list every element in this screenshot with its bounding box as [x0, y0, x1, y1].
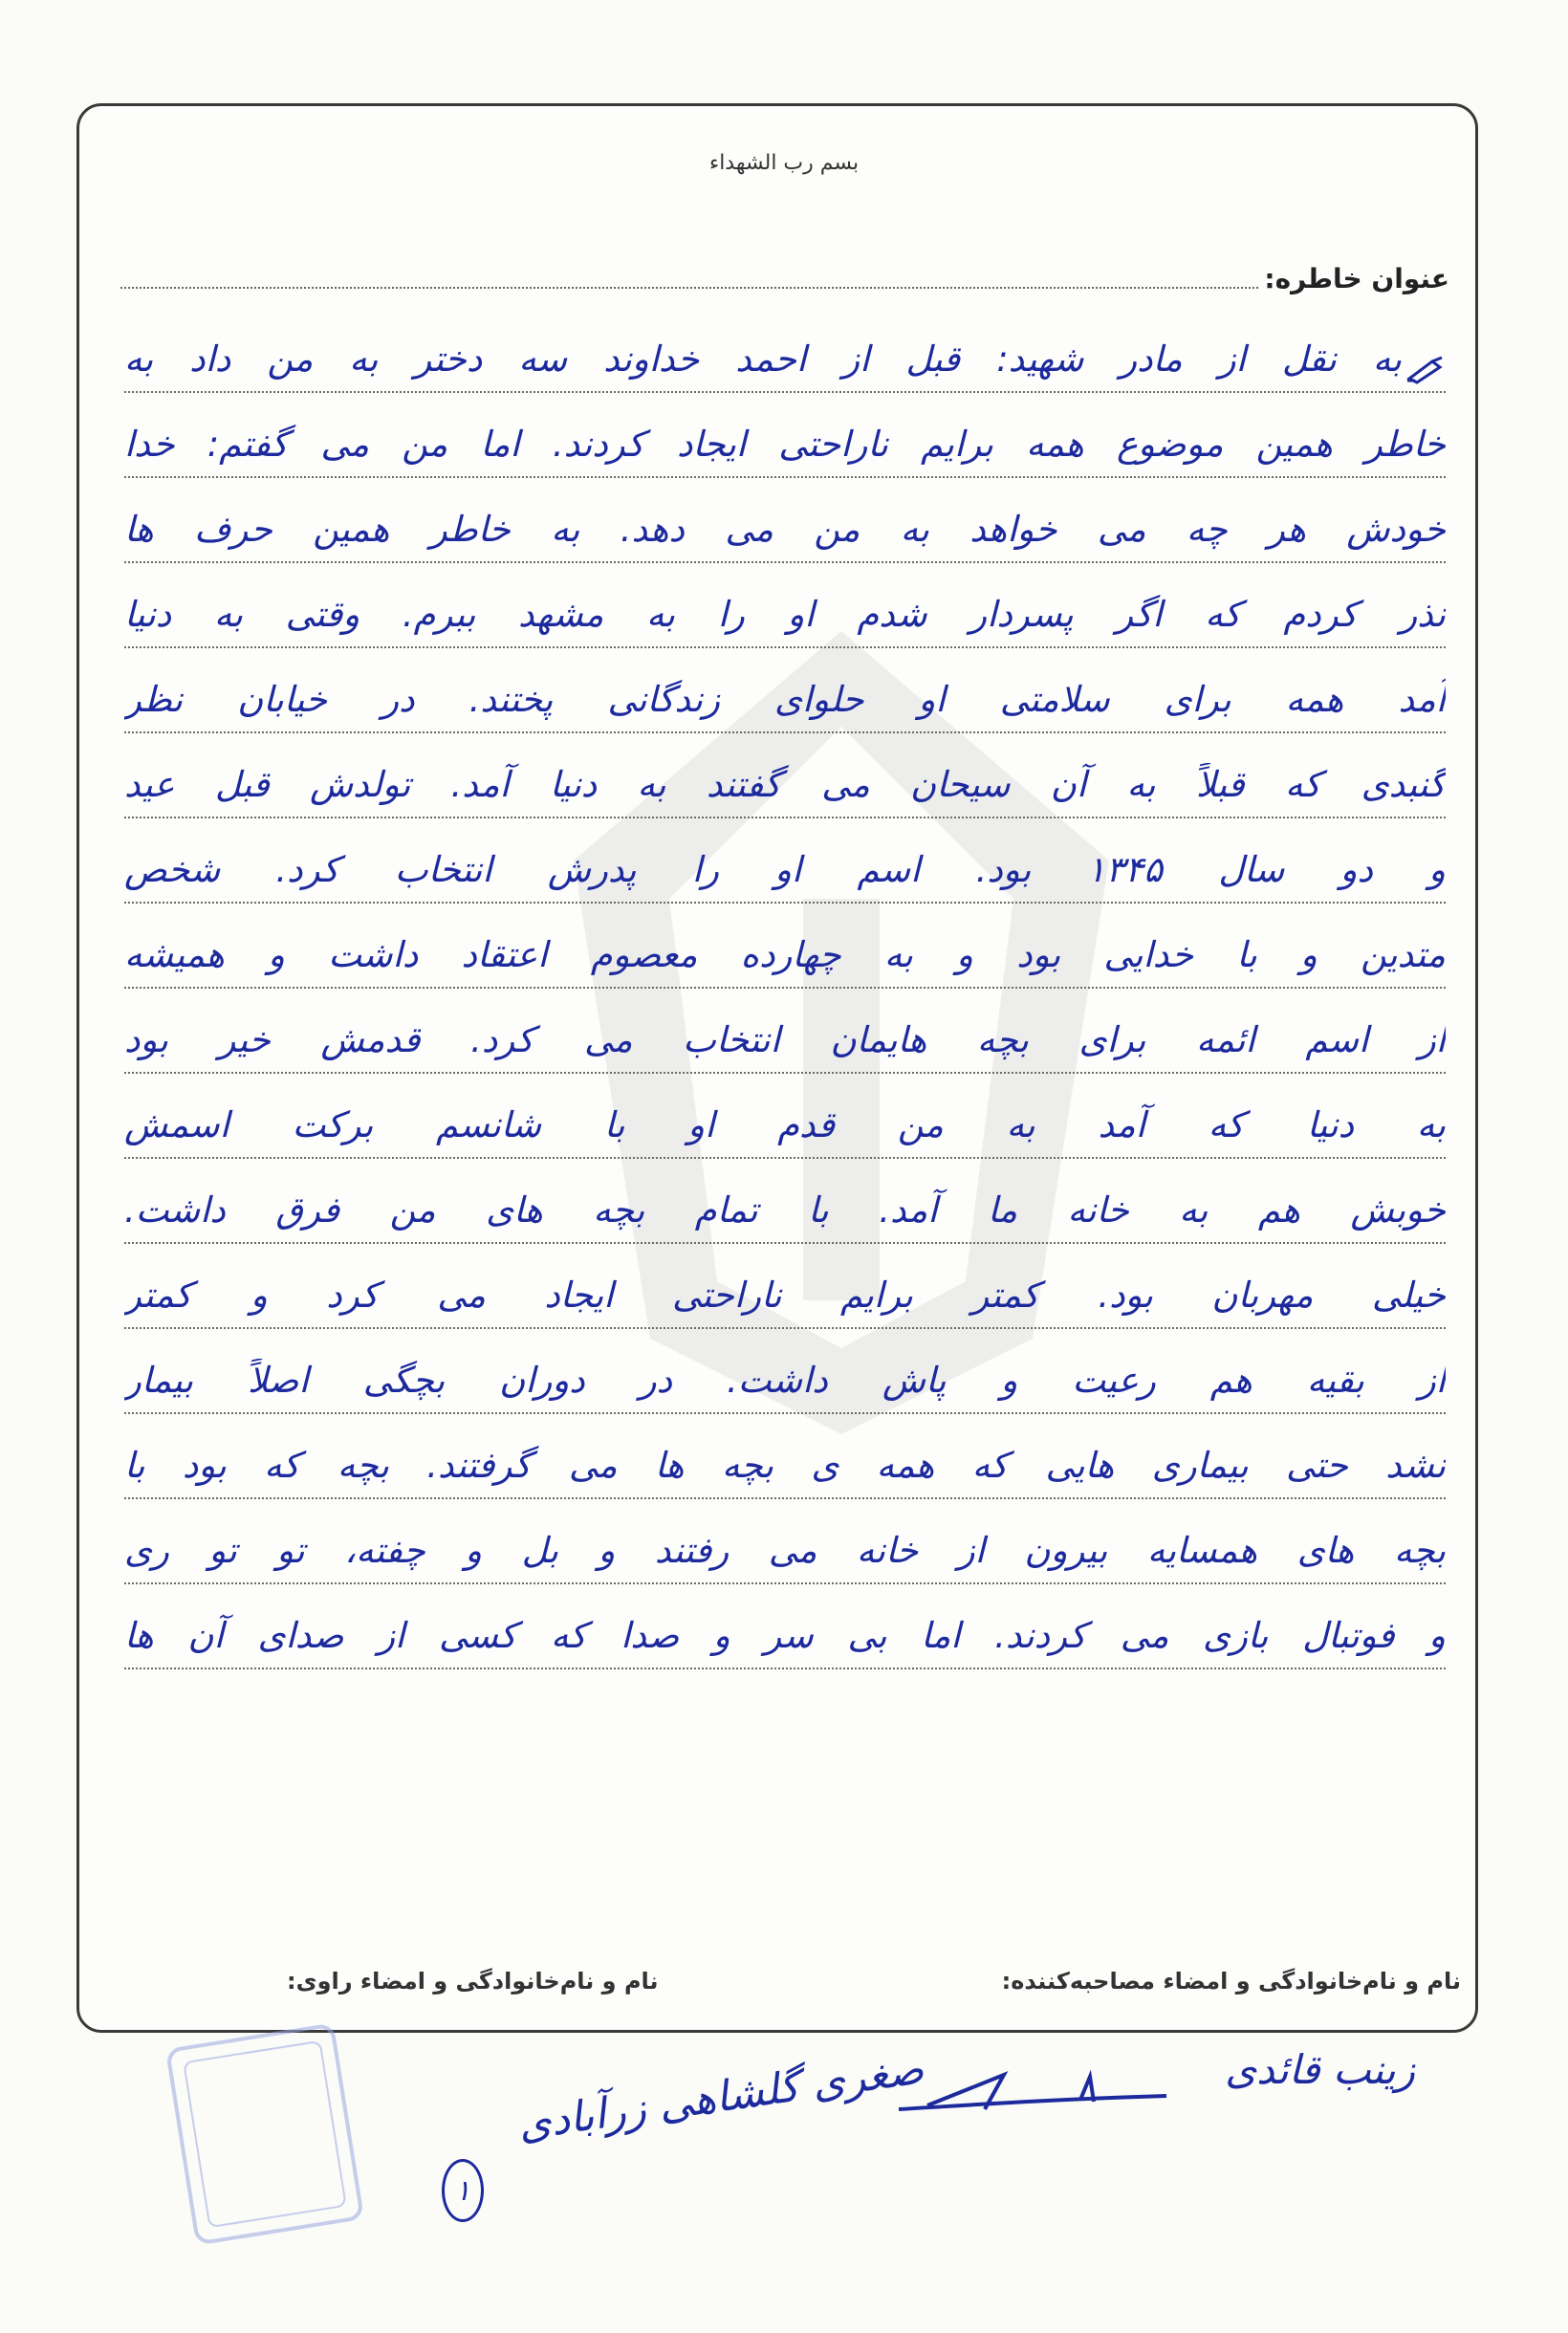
text-line: از بقیه هم رعیت و پاش داشت. در دوران بچگی اصلاً بیمار	[124, 1329, 1446, 1414]
text-line: بچه های همسایه بیرون از خانه می رفتند و بل و چفته، تو تو ری	[124, 1499, 1446, 1584]
text-line: و فوتبال بازی می کردند. اما بی سر و صدا که کسی از صدای آن ها	[124, 1584, 1446, 1669]
signature-labels-row	[287, 1968, 1461, 2006]
text-line: از اسم ائمه برای بچه هایمان انتخاب می کرد. قدمش خیر بود	[124, 989, 1446, 1074]
memory-title-field	[120, 287, 1258, 289]
memory-title-row	[120, 256, 1449, 294]
interviewer-signature-label: نام و نام‌خانوادگی و امضاء مصاحبه‌کننده:	[1001, 1968, 1461, 1995]
text-line: خوبش هم به خانه ما آمد. با تمام بچه های من فرق داشت.	[124, 1159, 1446, 1244]
text-line: و دو سال ۱۳۴۵ بود. اسم او را پدرش انتخاب کرد. شخص	[124, 818, 1446, 904]
interviewer-signature-stroke-icon	[889, 2067, 1176, 2125]
page-number: ۱	[442, 2159, 484, 2222]
text-line: نشد حتی بیماری هایی که همه ی بچه ها می گرفتند. بچه که بود با	[124, 1414, 1446, 1499]
stamp-icon	[165, 2022, 364, 2245]
text-line: آمد همه برای سلامتی او حلوای زندگانی پختند. در خیابان نظر	[124, 648, 1446, 733]
interviewer-signature-name: زینب قائدی	[1225, 2046, 1415, 2093]
text-line: خاطر همین موضوع همه برایم ناراحتی ایجاد کردند. اما من می گفتم: خدا	[124, 393, 1446, 478]
text-line: نذر کردم که اگر پسردار شدم او را به مشهد ببرم. وقتی به دنیا	[124, 563, 1446, 648]
text-line: به نقل از مادر شهید: قبل از احمد خداوند سه دختر به من داد به	[124, 308, 1446, 393]
narrator-signature-label: نام و نام‌خانوادگی و امضاء راوی:	[287, 1968, 659, 1995]
text-line: خودش هر چه می خواهد به من می دهد. به خاطر همین حرف ها	[124, 478, 1446, 563]
memory-title-label: عنوان خاطره:	[1264, 263, 1449, 294]
text-line: به دنیا که آمد به من قدم او با شانسم برکت اسمش	[124, 1074, 1446, 1159]
text-line: متدین و با خدایی بود و به چهارده معصوم اعتقاد داشت و همیشه	[124, 904, 1446, 989]
handwritten-body	[124, 308, 1446, 1669]
text-line: خیلی مهربان بود. کمتر برایم ناراحتی ایجاد می کرد و کمتر	[124, 1244, 1446, 1329]
page-header: بسم رب الشهداء	[708, 151, 860, 175]
text-line: گنبدی که قبلاً به آن سیحان می گفتند به دنیا آمد. تولدش قبل عید	[124, 733, 1446, 818]
narrator-signature-name: صغری گلشاهی زرآبادی	[514, 2044, 927, 2150]
